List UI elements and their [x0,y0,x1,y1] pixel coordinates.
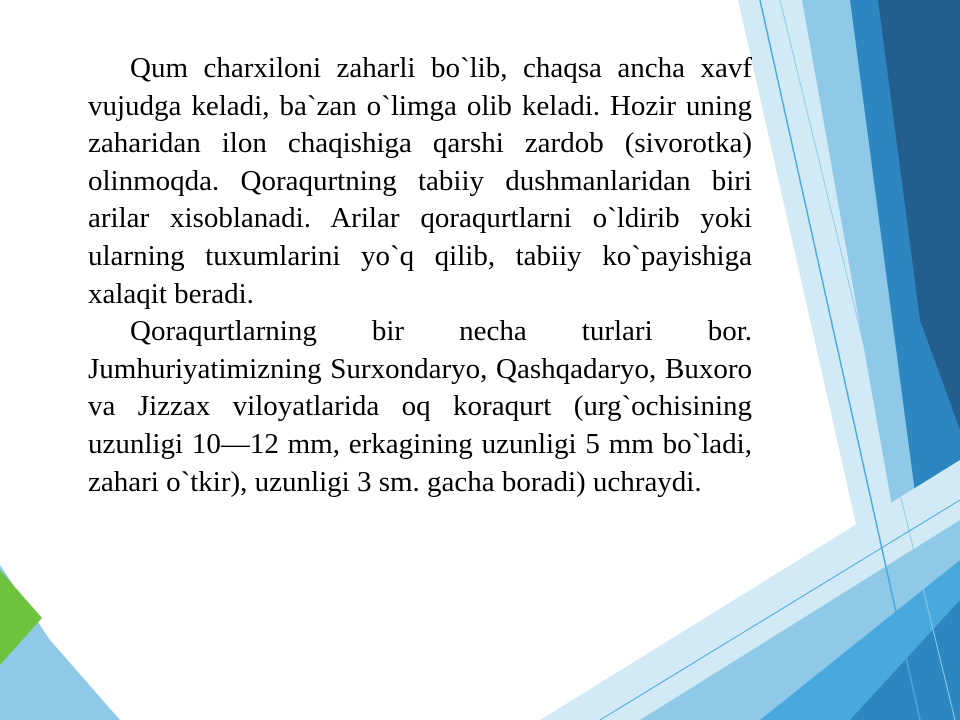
paragraph-2: Qoraqurtlarning bir necha turlari bor. Jumhuriyatimizning Surxondaryo, Qashqadaryo, Buxoro va Jizzax viloyatlarida oq koraqurt (urg`ochisining uzunligi 10—12 mm, erkagining uzunligi 5 mm bo`ladi, zahari o`tkir), uzunligi 3 sm. gacha boradi) uchraydi. [88,315,752,498]
slide-text-block [88,50,752,501]
paragraph-1: Qum charxiloni zaharli bo`lib, chaqsa ancha xavf vujudga keladi, ba`zan o`limga olib keladi. Hozir uning zaharidan ilon chaqishiga qarshi zardob (sivorotka) olinmoqda. Qoraqurtning tabiiy dushmanlaridan biri arilar xisoblanadi. Arilar qoraqurtlarni o`ldirib yoki ularning tuxumlarini yo`q qilib, tabiiy ko`payishiga xalaqit beradi. [88,52,752,310]
